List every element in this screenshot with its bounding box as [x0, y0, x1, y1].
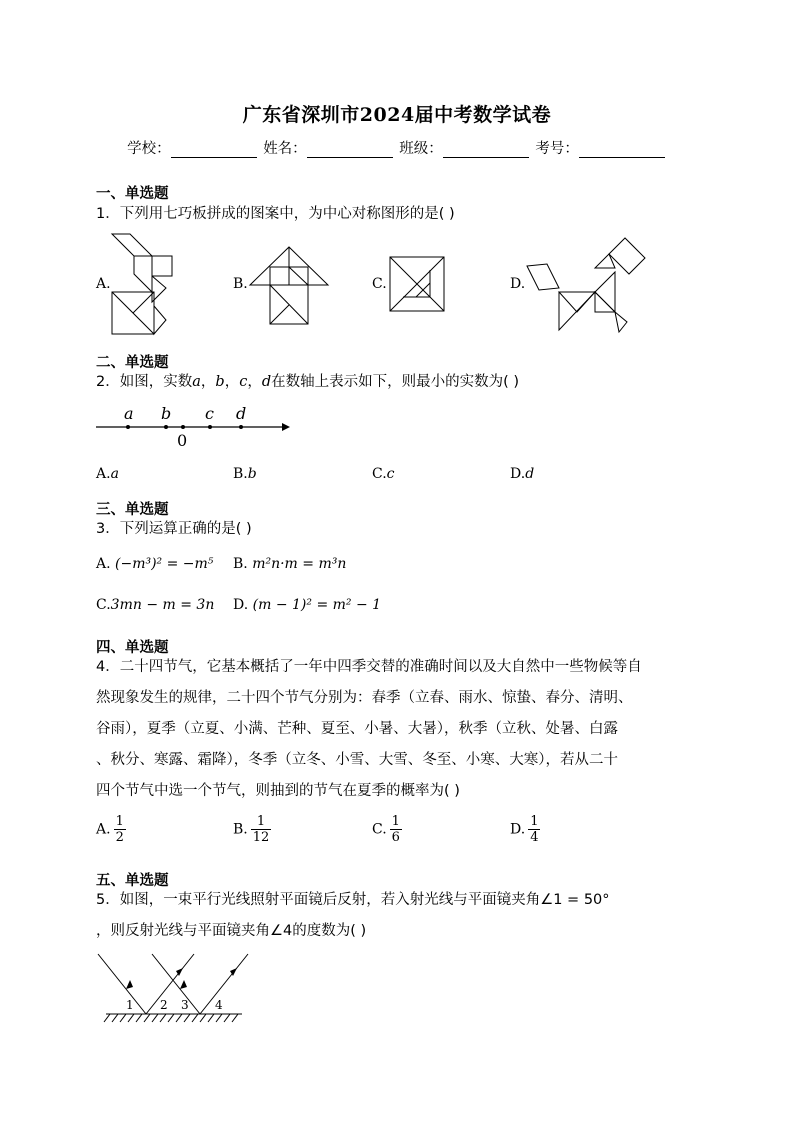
q1-figure-b	[248, 245, 330, 327]
question-1-text: 1．下列用七巧板拼成的图案中，为中心对称图形的是( )	[96, 206, 455, 222]
id-label: 考号：	[535, 141, 579, 157]
q5-mirror-hatching	[104, 1014, 238, 1022]
q2-var-b: b	[215, 374, 225, 390]
q5-mirror-figure	[96, 950, 246, 1026]
q2-label-b: b	[161, 404, 172, 423]
q1-figure-c	[389, 256, 445, 312]
q4-line-4: 、秋分、寒露、霜降），冬季（立冬、小雪、大雪、冬至、小寒、大寒），若从二十	[96, 752, 618, 768]
q4-option-c-fraction	[390, 814, 402, 845]
q4-option-c-prefix: C.	[372, 821, 387, 838]
section-heading-5: 五、单选题	[96, 873, 169, 889]
question-2-text	[96, 367, 701, 398]
q4-option-b-fraction	[251, 814, 272, 845]
q2-point-c	[208, 425, 212, 429]
q2-option-b-value: b	[247, 466, 257, 482]
q2-number-line	[96, 402, 291, 450]
name-label: 姓名：	[263, 141, 307, 157]
q4-option-b-den: 12	[252, 830, 270, 845]
student-info-row	[0, 137, 794, 158]
q4-option-d[interactable]	[510, 814, 540, 845]
q4-line-1: 4．二十四节气，它基本概括了一年中四季交替的准确时间以及大自然中一些物候等自	[96, 659, 642, 675]
q1-option-c-label[interactable]: C.	[372, 276, 387, 292]
q4-option-a-fraction	[114, 814, 126, 845]
q4-line-5: 四个节气中选一个节气，则抽到的节气在夏季的概率为( )	[96, 783, 460, 799]
q2-text-post: 在数轴上表示如下，则最小的实数为( )	[271, 374, 520, 390]
q4-option-c-num: 1	[391, 814, 400, 829]
q2-sep-2: ，	[224, 374, 240, 390]
q2-point-b	[164, 425, 168, 429]
q5-incident-ray-1	[98, 954, 146, 1014]
q4-option-a-den: 2	[115, 830, 124, 845]
q1-option-d-label[interactable]: D.	[510, 276, 526, 292]
section-heading-1: 一、单选题	[96, 186, 169, 202]
q2-var-a: a	[192, 374, 201, 390]
q1-figure-a	[110, 232, 180, 337]
section-heading-2: 二、单选题	[96, 355, 169, 371]
school-blank[interactable]	[171, 143, 257, 158]
q4-option-a-prefix: A.	[96, 821, 111, 838]
q3-option-c-prefix: C.	[96, 597, 111, 613]
q2-point-d	[239, 425, 243, 429]
q2-point-zero	[181, 425, 185, 429]
q4-option-b[interactable]	[233, 814, 271, 845]
q2-option-d-value: d	[525, 466, 535, 482]
q3-option-b[interactable]	[233, 556, 346, 572]
q3-option-b-prefix: B.	[233, 556, 248, 572]
q4-option-b-prefix: B.	[233, 821, 248, 838]
q5-line-2: ，则反射光线与平面镜夹角∠4的度数为( )	[96, 923, 367, 939]
school-label: 学校：	[127, 141, 171, 157]
q2-label-a: a	[124, 404, 134, 423]
q2-label-d: d	[236, 404, 247, 423]
q3-option-b-expr: m²n·m = m³n	[252, 556, 347, 572]
q2-option-d-prefix: D.	[510, 466, 526, 482]
class-label: 班级：	[399, 141, 443, 157]
q5-angle-4: 4	[215, 998, 223, 1012]
q1-figure-d	[525, 236, 650, 334]
q4-option-b-num: 1	[251, 814, 272, 830]
q2-option-c-value: c	[386, 466, 395, 482]
section-heading-4: 四、单选题	[96, 640, 169, 656]
q2-sep-3: ，	[247, 374, 262, 390]
q2-label-c: c	[205, 404, 214, 423]
q3-option-c[interactable]	[96, 597, 214, 613]
q4-option-d-prefix: D.	[510, 821, 526, 838]
q2-sep-1: ，	[200, 374, 216, 390]
q5-angle-3: 3	[181, 998, 189, 1012]
q2-point-a	[126, 425, 130, 429]
q2-option-b-prefix: B.	[233, 466, 248, 482]
q3-option-d-prefix: D.	[233, 597, 249, 613]
id-blank[interactable]	[579, 143, 665, 158]
q4-option-d-den: 4	[530, 830, 539, 845]
question-3-text: 3．下列运算正确的是( )	[96, 521, 252, 537]
class-blank[interactable]	[443, 143, 529, 158]
q3-option-a[interactable]	[96, 556, 213, 572]
q4-line-2: 然现象发生的规律，二十四个节气分别为：春季（立春、雨水、惊蛰、春分、清明、	[96, 690, 633, 706]
q4-option-a-num: 1	[115, 814, 124, 829]
q3-option-d-expr: (m − 1)² = m² − 1	[252, 597, 382, 613]
q2-var-d: d	[261, 374, 272, 390]
q4-option-d-fraction	[528, 814, 540, 845]
q2-option-d[interactable]	[510, 466, 534, 482]
q5-line-1: 5．如图，一束平行光线照射平面镜后反射，若入射光线与平面镜夹角∠1 = 50°	[96, 892, 610, 908]
q3-option-a-prefix: A.	[96, 556, 111, 572]
q5-angle-2: 2	[160, 998, 168, 1012]
q3-option-c-expr: 3mn − m = 3n	[110, 597, 215, 613]
q3-option-a-expr: (−m³)² = −m⁵	[115, 556, 214, 572]
question-5-text	[96, 885, 701, 947]
q2-option-a[interactable]	[96, 466, 119, 482]
q4-option-d-num: 1	[530, 814, 539, 829]
q2-var-c: c	[239, 374, 248, 390]
q2-option-c[interactable]	[372, 466, 395, 482]
q2-label-zero: 0	[177, 431, 188, 450]
q2-text-pre: 2．如图，实数	[96, 374, 193, 390]
q2-option-a-prefix: A.	[96, 466, 111, 482]
q3-option-d[interactable]	[233, 597, 381, 613]
q4-option-a[interactable]	[96, 814, 126, 845]
q1-option-a-label[interactable]: A.	[96, 276, 111, 292]
q1-option-b-label[interactable]: B.	[233, 276, 248, 292]
q2-option-c-prefix: C.	[372, 466, 387, 482]
q4-option-c-den: 6	[391, 830, 400, 845]
page-title: 广东省深圳市2024届中考数学试卷	[242, 104, 552, 126]
question-4-text	[96, 652, 701, 807]
q4-option-c[interactable]	[372, 814, 402, 845]
q2-option-a-value: a	[110, 466, 119, 482]
q5-reflected-ray-2	[200, 954, 248, 1014]
section-heading-3: 三、单选题	[96, 502, 169, 518]
q5-angle-1: 1	[126, 998, 134, 1012]
name-blank[interactable]	[307, 143, 393, 158]
q4-line-3: 谷雨），夏季（立夏、小满、芒种、夏至、小暑、大暑），秋季（立秋、处暑、白露	[96, 721, 618, 737]
q2-option-b[interactable]	[233, 466, 257, 482]
